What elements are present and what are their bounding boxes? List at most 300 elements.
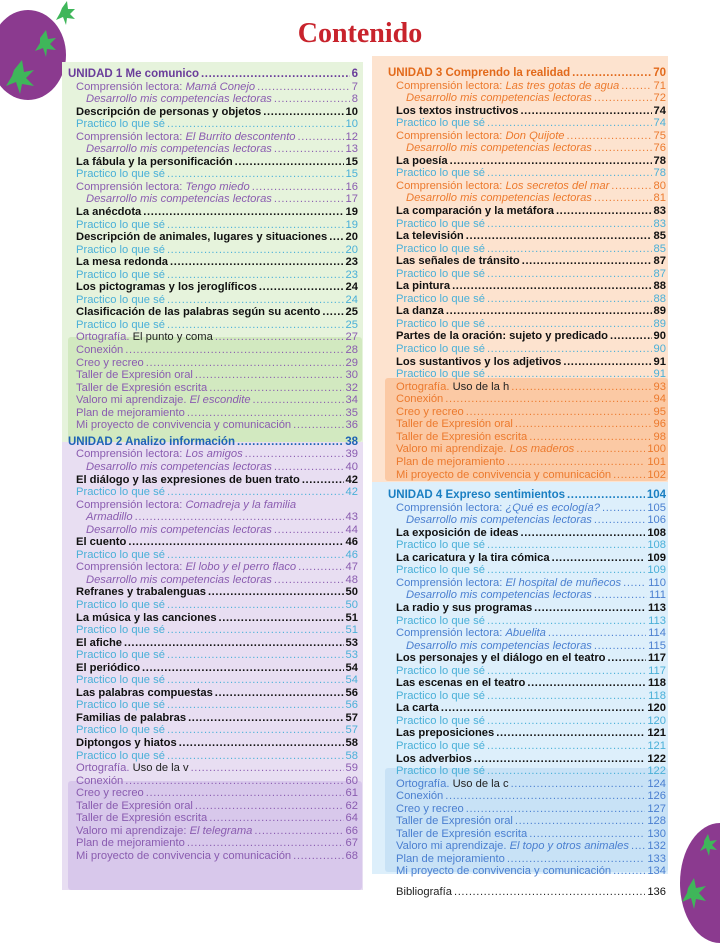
toc-entry-work-title: Los secretos del mar (505, 179, 610, 192)
toc-entry[interactable] (388, 778, 666, 791)
toc-entry-label: Desarrollo mis competencias lectoras (86, 523, 272, 536)
dot-leader (167, 486, 344, 499)
toc-entry-title (76, 737, 177, 750)
toc-entry[interactable] (388, 268, 666, 281)
toc-entry-title (76, 649, 165, 662)
toc-entry[interactable] (68, 499, 358, 512)
dot-leader (167, 219, 344, 232)
page-number: 91 (653, 368, 666, 381)
dot-leader (487, 343, 652, 356)
page-number: 74 (653, 117, 666, 130)
toc-entry-label: Conexión (396, 393, 444, 406)
dot-leader (195, 369, 344, 382)
page-number: 24 (345, 293, 358, 306)
toc-entry-label: Practico lo que sé (396, 765, 485, 778)
toc-entry-title (86, 461, 272, 474)
toc-entry[interactable] (388, 368, 666, 381)
toc-entry[interactable] (388, 740, 666, 753)
toc-entry[interactable] (388, 180, 666, 193)
toc-entry-label: Practico lo que sé (396, 368, 485, 381)
toc-entry[interactable] (388, 865, 666, 878)
toc-entry[interactable] (388, 589, 666, 602)
toc-entry[interactable] (388, 330, 666, 343)
toc-entry-label: Los adverbios (396, 752, 472, 765)
dot-leader (167, 724, 344, 737)
toc-entry[interactable] (388, 406, 666, 419)
toc-entry[interactable] (388, 167, 666, 180)
toc-entry-label: Practico lo que sé (396, 167, 485, 180)
toc-entry-work-title: Los maderos (509, 443, 575, 456)
toc-entry-title (396, 886, 452, 899)
toc-entry[interactable] (388, 753, 666, 766)
toc-entry-title (396, 130, 565, 143)
toc-entry-title (76, 181, 250, 194)
toc-entry[interactable] (68, 612, 358, 625)
toc-entry[interactable] (68, 674, 358, 687)
toc-entry[interactable] (388, 469, 666, 482)
toc-entry-title (86, 524, 272, 537)
toc-entry[interactable] (68, 68, 358, 81)
toc-entry-label: UNIDAD 1 Me comunico (68, 68, 199, 80)
toc-entry[interactable] (388, 640, 666, 653)
toc-entry[interactable] (388, 727, 666, 740)
toc-entry-title (76, 81, 255, 94)
toc-entry[interactable] (68, 394, 358, 407)
toc-entry[interactable] (388, 117, 666, 130)
page-number: 10 (345, 118, 358, 131)
toc-entry[interactable] (68, 724, 358, 737)
toc-entry[interactable] (388, 280, 666, 293)
dot-leader (608, 652, 646, 665)
toc-entry[interactable] (388, 828, 666, 841)
toc-entry[interactable] (68, 331, 358, 344)
toc-entry[interactable] (388, 443, 666, 456)
toc-entry-title (76, 612, 217, 625)
toc-entry[interactable] (68, 294, 358, 307)
toc-entry-title (396, 243, 485, 256)
toc-entry[interactable] (68, 812, 358, 825)
toc-entry[interactable] (68, 850, 358, 863)
toc-entry-title (86, 511, 133, 524)
dot-leader (167, 118, 344, 131)
toc-entry[interactable] (68, 118, 358, 131)
toc-entry[interactable] (388, 539, 666, 552)
toc-entry[interactable] (388, 192, 666, 205)
toc-entry[interactable] (388, 665, 666, 678)
toc-entry[interactable] (68, 168, 358, 181)
dot-leader (146, 357, 344, 370)
toc-entry[interactable] (388, 142, 666, 155)
toc-entry-label: Bibliografía (396, 886, 452, 898)
page-number: 39 (345, 448, 358, 461)
toc-entry-title (396, 330, 608, 343)
page-number: 98 (653, 430, 666, 443)
toc-entry[interactable] (388, 715, 666, 728)
toc-entry-title (396, 105, 518, 118)
toc-entry-title (396, 803, 464, 816)
page-number: 56 (345, 699, 358, 712)
toc-entry-title (76, 382, 207, 395)
toc-entry-label: UNIDAD 3 Comprendo la realidad (388, 67, 571, 79)
toc-entry-work-title: Don Quijote (505, 129, 565, 142)
toc-entry[interactable] (68, 231, 358, 244)
toc-entry[interactable] (388, 602, 666, 615)
toc-entry[interactable] (388, 577, 666, 590)
dot-leader (487, 715, 645, 728)
toc-entry[interactable] (68, 206, 358, 219)
page-number: 91 (653, 355, 666, 368)
dot-leader (507, 456, 646, 469)
toc-entry[interactable] (388, 305, 666, 318)
toc-entry[interactable] (68, 369, 358, 382)
toc-entry[interactable] (68, 524, 358, 537)
toc-entry-label: Practico lo que sé (396, 292, 485, 305)
toc-entry-title (406, 640, 592, 653)
toc-entry-label: Practico lo que sé (76, 293, 165, 306)
page-number: 50 (345, 598, 358, 611)
dot-leader (487, 564, 645, 577)
toc-entry-label: Desarrollo mis competencias lectoras (406, 192, 592, 205)
toc-entry-title (396, 527, 518, 540)
toc-entry-label: Practico lo que sé (76, 724, 165, 737)
dot-leader (552, 552, 646, 565)
toc-entry-title (76, 762, 189, 775)
toc-entry[interactable] (68, 256, 358, 269)
toc-entry[interactable] (388, 293, 666, 306)
dot-leader (142, 662, 344, 675)
toc-entry-label: Practico lo que sé (396, 217, 485, 230)
toc-entry-title (76, 687, 213, 700)
page-number: 75 (653, 129, 666, 142)
page-number: 53 (345, 636, 358, 649)
toc-entry[interactable] (388, 356, 666, 369)
dot-leader (254, 825, 343, 838)
toc-entry[interactable] (388, 318, 666, 331)
toc-entry[interactable] (388, 815, 666, 828)
toc-entry[interactable] (68, 699, 358, 712)
toc-entry-title (396, 180, 609, 193)
toc-entry[interactable] (68, 486, 358, 499)
toc-entry[interactable] (388, 381, 666, 394)
toc-entry[interactable] (388, 853, 666, 866)
page-number: 128 (647, 815, 666, 828)
toc-entry[interactable] (68, 244, 358, 257)
toc-entry[interactable] (68, 306, 358, 319)
toc-entry-title (76, 256, 168, 269)
page-number: 12 (345, 130, 358, 143)
toc-entry-label: Creo y recreo (76, 787, 144, 800)
toc-entry-label: La danza (396, 305, 444, 318)
page-number: 109 (647, 551, 666, 564)
toc-entry-title (406, 192, 592, 205)
dot-leader (576, 443, 645, 456)
toc-entry-label: La mesa redonda (76, 256, 169, 269)
toc-entry-title (396, 727, 494, 740)
toc-entry[interactable] (388, 527, 666, 540)
toc-entry[interactable] (388, 677, 666, 690)
toc-entry[interactable] (388, 255, 666, 268)
toc-entry-work-title: Mamá Conejo (185, 80, 256, 93)
dot-leader (219, 612, 344, 625)
dot-leader (450, 155, 652, 168)
toc-entry[interactable] (388, 418, 666, 431)
toc-entry[interactable] (388, 67, 666, 80)
toc-entry-title (86, 574, 272, 587)
toc-entry[interactable] (68, 436, 358, 449)
toc-entry[interactable] (388, 514, 666, 527)
toc-entry-label: La poesía (396, 154, 448, 167)
toc-entry[interactable] (68, 586, 358, 599)
toc-entry[interactable] (68, 687, 358, 700)
toc-entry[interactable] (388, 790, 666, 803)
toc-entry-label: Conexión (396, 790, 444, 803)
toc-entry[interactable] (68, 382, 358, 395)
toc-entry[interactable] (388, 615, 666, 628)
dot-leader (602, 502, 645, 515)
toc-entry-label: Taller de Expresión oral (76, 369, 193, 382)
toc-entry[interactable] (68, 599, 358, 612)
toc-entry[interactable] (68, 461, 358, 474)
toc-entry[interactable] (388, 105, 666, 118)
toc-entry[interactable] (68, 536, 358, 549)
toc-entry[interactable] (68, 649, 358, 662)
toc-entry[interactable] (388, 92, 666, 105)
toc-entry-label: Plan de mejoramiento (76, 837, 185, 850)
toc-entry[interactable] (68, 549, 358, 562)
toc-entry[interactable] (68, 181, 358, 194)
toc-entry[interactable] (388, 564, 666, 577)
dot-leader (209, 382, 343, 395)
toc-entry[interactable] (68, 156, 358, 169)
toc-entry[interactable] (68, 574, 358, 587)
page-number: 7 (351, 80, 358, 93)
toc-entry[interactable] (68, 269, 358, 282)
toc-entry[interactable] (68, 637, 358, 650)
toc-entry-label: Comprensión lectora: (396, 79, 506, 92)
toc-entry[interactable] (68, 81, 358, 94)
toc-entry-label: Taller de Expresión oral (76, 799, 193, 812)
toc-entry[interactable] (388, 690, 666, 703)
toc-entry-label: Comprensión lectora: (396, 129, 506, 142)
page-number: 111 (648, 589, 666, 602)
page-number: 133 (647, 852, 666, 865)
page-number: 27 (345, 331, 358, 344)
toc-entry[interactable] (388, 840, 666, 853)
toc-entry-title (396, 368, 485, 381)
toc-entry[interactable] (388, 627, 666, 640)
page-number: 25 (345, 306, 358, 319)
dot-leader (631, 840, 645, 853)
toc-entry-label: Practico lo que sé (76, 749, 165, 762)
toc-entry-title (396, 564, 485, 577)
toc-entry[interactable] (68, 750, 358, 763)
toc-entry[interactable] (68, 712, 358, 725)
toc-entry-label: Practico lo que sé (76, 118, 165, 131)
page-number: 58 (345, 749, 358, 762)
toc-entry[interactable] (68, 143, 358, 156)
dot-leader (215, 331, 344, 344)
toc-entry-label: Ortografía. (76, 331, 133, 344)
page-number: 58 (345, 736, 358, 749)
page-number: 122 (647, 765, 666, 778)
toc-entry-title (396, 552, 550, 565)
page-number: 34 (345, 394, 358, 407)
toc-entry-title (76, 219, 165, 232)
page-number: 90 (653, 343, 666, 356)
toc-entry[interactable] (68, 281, 358, 294)
toc-entry[interactable] (68, 474, 358, 487)
toc-entry-label: Desarrollo mis competencias lectoras (86, 193, 272, 206)
toc-entry[interactable] (68, 344, 358, 357)
toc-entry-title (396, 418, 513, 431)
toc-entry[interactable] (68, 131, 358, 144)
toc-entry[interactable] (388, 80, 666, 93)
dot-leader (594, 589, 647, 602)
toc-entry[interactable] (388, 230, 666, 243)
toc-entry-label: El periódico (76, 661, 141, 674)
page-number: 102 (647, 468, 666, 481)
toc-entry-title (76, 206, 141, 219)
toc-entry-title (76, 825, 252, 838)
page-number: 23 (345, 256, 358, 269)
toc-entry[interactable] (68, 511, 358, 524)
toc-entry[interactable] (68, 624, 358, 637)
toc-entry[interactable] (388, 205, 666, 218)
page-number: 15 (345, 155, 358, 168)
toc-entry[interactable] (68, 737, 358, 750)
dot-leader (191, 762, 344, 775)
toc-entry-title (396, 627, 546, 640)
toc-entry[interactable] (388, 456, 666, 469)
toc-entry-title (76, 407, 185, 420)
toc-entry-title (76, 586, 206, 599)
toc-entry-label: Practico lo que sé (396, 267, 485, 280)
toc-entry-label: Comprensión lectora: (396, 576, 506, 589)
toc-entry[interactable] (68, 219, 358, 232)
page-number: 20 (345, 231, 358, 244)
dot-leader (567, 130, 652, 143)
toc-entry[interactable] (388, 886, 666, 899)
toc-entry-title (406, 514, 592, 527)
page-number: 117 (647, 652, 666, 665)
dot-leader (487, 318, 652, 331)
page-number: 43 (345, 511, 358, 524)
dot-leader (179, 737, 344, 750)
dot-leader (128, 536, 343, 549)
toc-entry[interactable] (68, 106, 358, 119)
page-number: 104 (646, 489, 666, 502)
toc-entry[interactable] (68, 193, 358, 206)
toc-entry[interactable] (68, 775, 358, 788)
toc-entry-label: Practico lo que sé (396, 714, 485, 727)
page-number: 117 (648, 664, 666, 677)
toc-entry-title (396, 652, 606, 665)
toc-entry[interactable] (68, 762, 358, 775)
page-number: 56 (345, 686, 358, 699)
dot-leader (567, 489, 645, 502)
toc-entry[interactable] (388, 393, 666, 406)
toc-entry-title (396, 443, 574, 456)
toc-entry-title (396, 393, 443, 406)
toc-entry[interactable] (68, 407, 358, 420)
dot-leader (298, 561, 343, 574)
dot-leader (511, 381, 651, 394)
page-number: 28 (345, 344, 358, 357)
toc-entry-label: Taller de Expresión escrita (396, 827, 528, 840)
dot-leader (253, 394, 344, 407)
toc-entry[interactable] (68, 662, 358, 675)
dot-leader (487, 243, 652, 256)
toc-entry[interactable] (68, 357, 358, 370)
page-number: 54 (345, 661, 358, 674)
toc-entry-title (86, 93, 272, 106)
toc-entry-title (396, 155, 448, 168)
toc-entry[interactable] (388, 502, 666, 515)
toc-entry[interactable] (388, 552, 666, 565)
toc-entry[interactable] (388, 803, 666, 816)
dot-leader (487, 740, 645, 753)
toc-entry[interactable] (68, 448, 358, 461)
toc-entry[interactable] (68, 93, 358, 106)
toc-entry[interactable] (388, 218, 666, 231)
toc-entry-label: Los textos instructivos (396, 104, 519, 117)
toc-entry[interactable] (388, 702, 666, 715)
toc-entry-label: Comprensión lectora: (76, 448, 186, 461)
toc-entry-work-title: El Burrito descontento (185, 130, 296, 143)
toc-entry[interactable] (68, 837, 358, 850)
toc-entry[interactable] (68, 787, 358, 800)
dot-leader (613, 865, 645, 878)
page-number: 87 (653, 255, 666, 268)
dot-leader (167, 649, 344, 662)
toc-entry-title (76, 561, 296, 574)
page-number: 19 (345, 206, 358, 219)
toc-entry[interactable] (68, 825, 358, 838)
dot-leader (515, 418, 652, 431)
page-number: 60 (345, 774, 358, 787)
toc-entry[interactable] (68, 561, 358, 574)
page-title: Contenido (297, 18, 423, 49)
page-number: 57 (345, 724, 358, 737)
toc-entry[interactable] (388, 343, 666, 356)
page-number: 78 (653, 154, 666, 167)
toc-entry[interactable] (388, 243, 666, 256)
toc-entry[interactable] (388, 130, 666, 143)
toc-entry-label: Plan de mejoramiento (76, 406, 185, 419)
toc-entry[interactable] (388, 489, 666, 502)
dot-leader (572, 67, 651, 80)
page-number: 66 (345, 824, 358, 837)
toc-entry[interactable] (388, 431, 666, 444)
bibliography-list (388, 886, 666, 899)
toc-entry[interactable] (68, 419, 358, 432)
toc-entry[interactable] (388, 155, 666, 168)
page-number: 61 (345, 787, 358, 800)
toc-entry[interactable] (388, 765, 666, 778)
dot-leader (594, 640, 646, 653)
toc-entry[interactable] (68, 800, 358, 813)
toc-entry-title (396, 778, 509, 791)
toc-entry-label: Practico lo que sé (396, 564, 485, 577)
page-number: 121 (647, 727, 666, 740)
toc-entry-title (396, 117, 485, 130)
toc-entry[interactable] (388, 652, 666, 665)
toc-entry-topic: Uso de la h (452, 380, 510, 393)
toc-entry-title (76, 637, 122, 650)
toc-entry[interactable] (68, 319, 358, 332)
toc-entry-work-title: ¿Qué es ecología? (505, 501, 600, 514)
toc-entry-label: Clasificación de las palabras según su acento (76, 306, 321, 319)
